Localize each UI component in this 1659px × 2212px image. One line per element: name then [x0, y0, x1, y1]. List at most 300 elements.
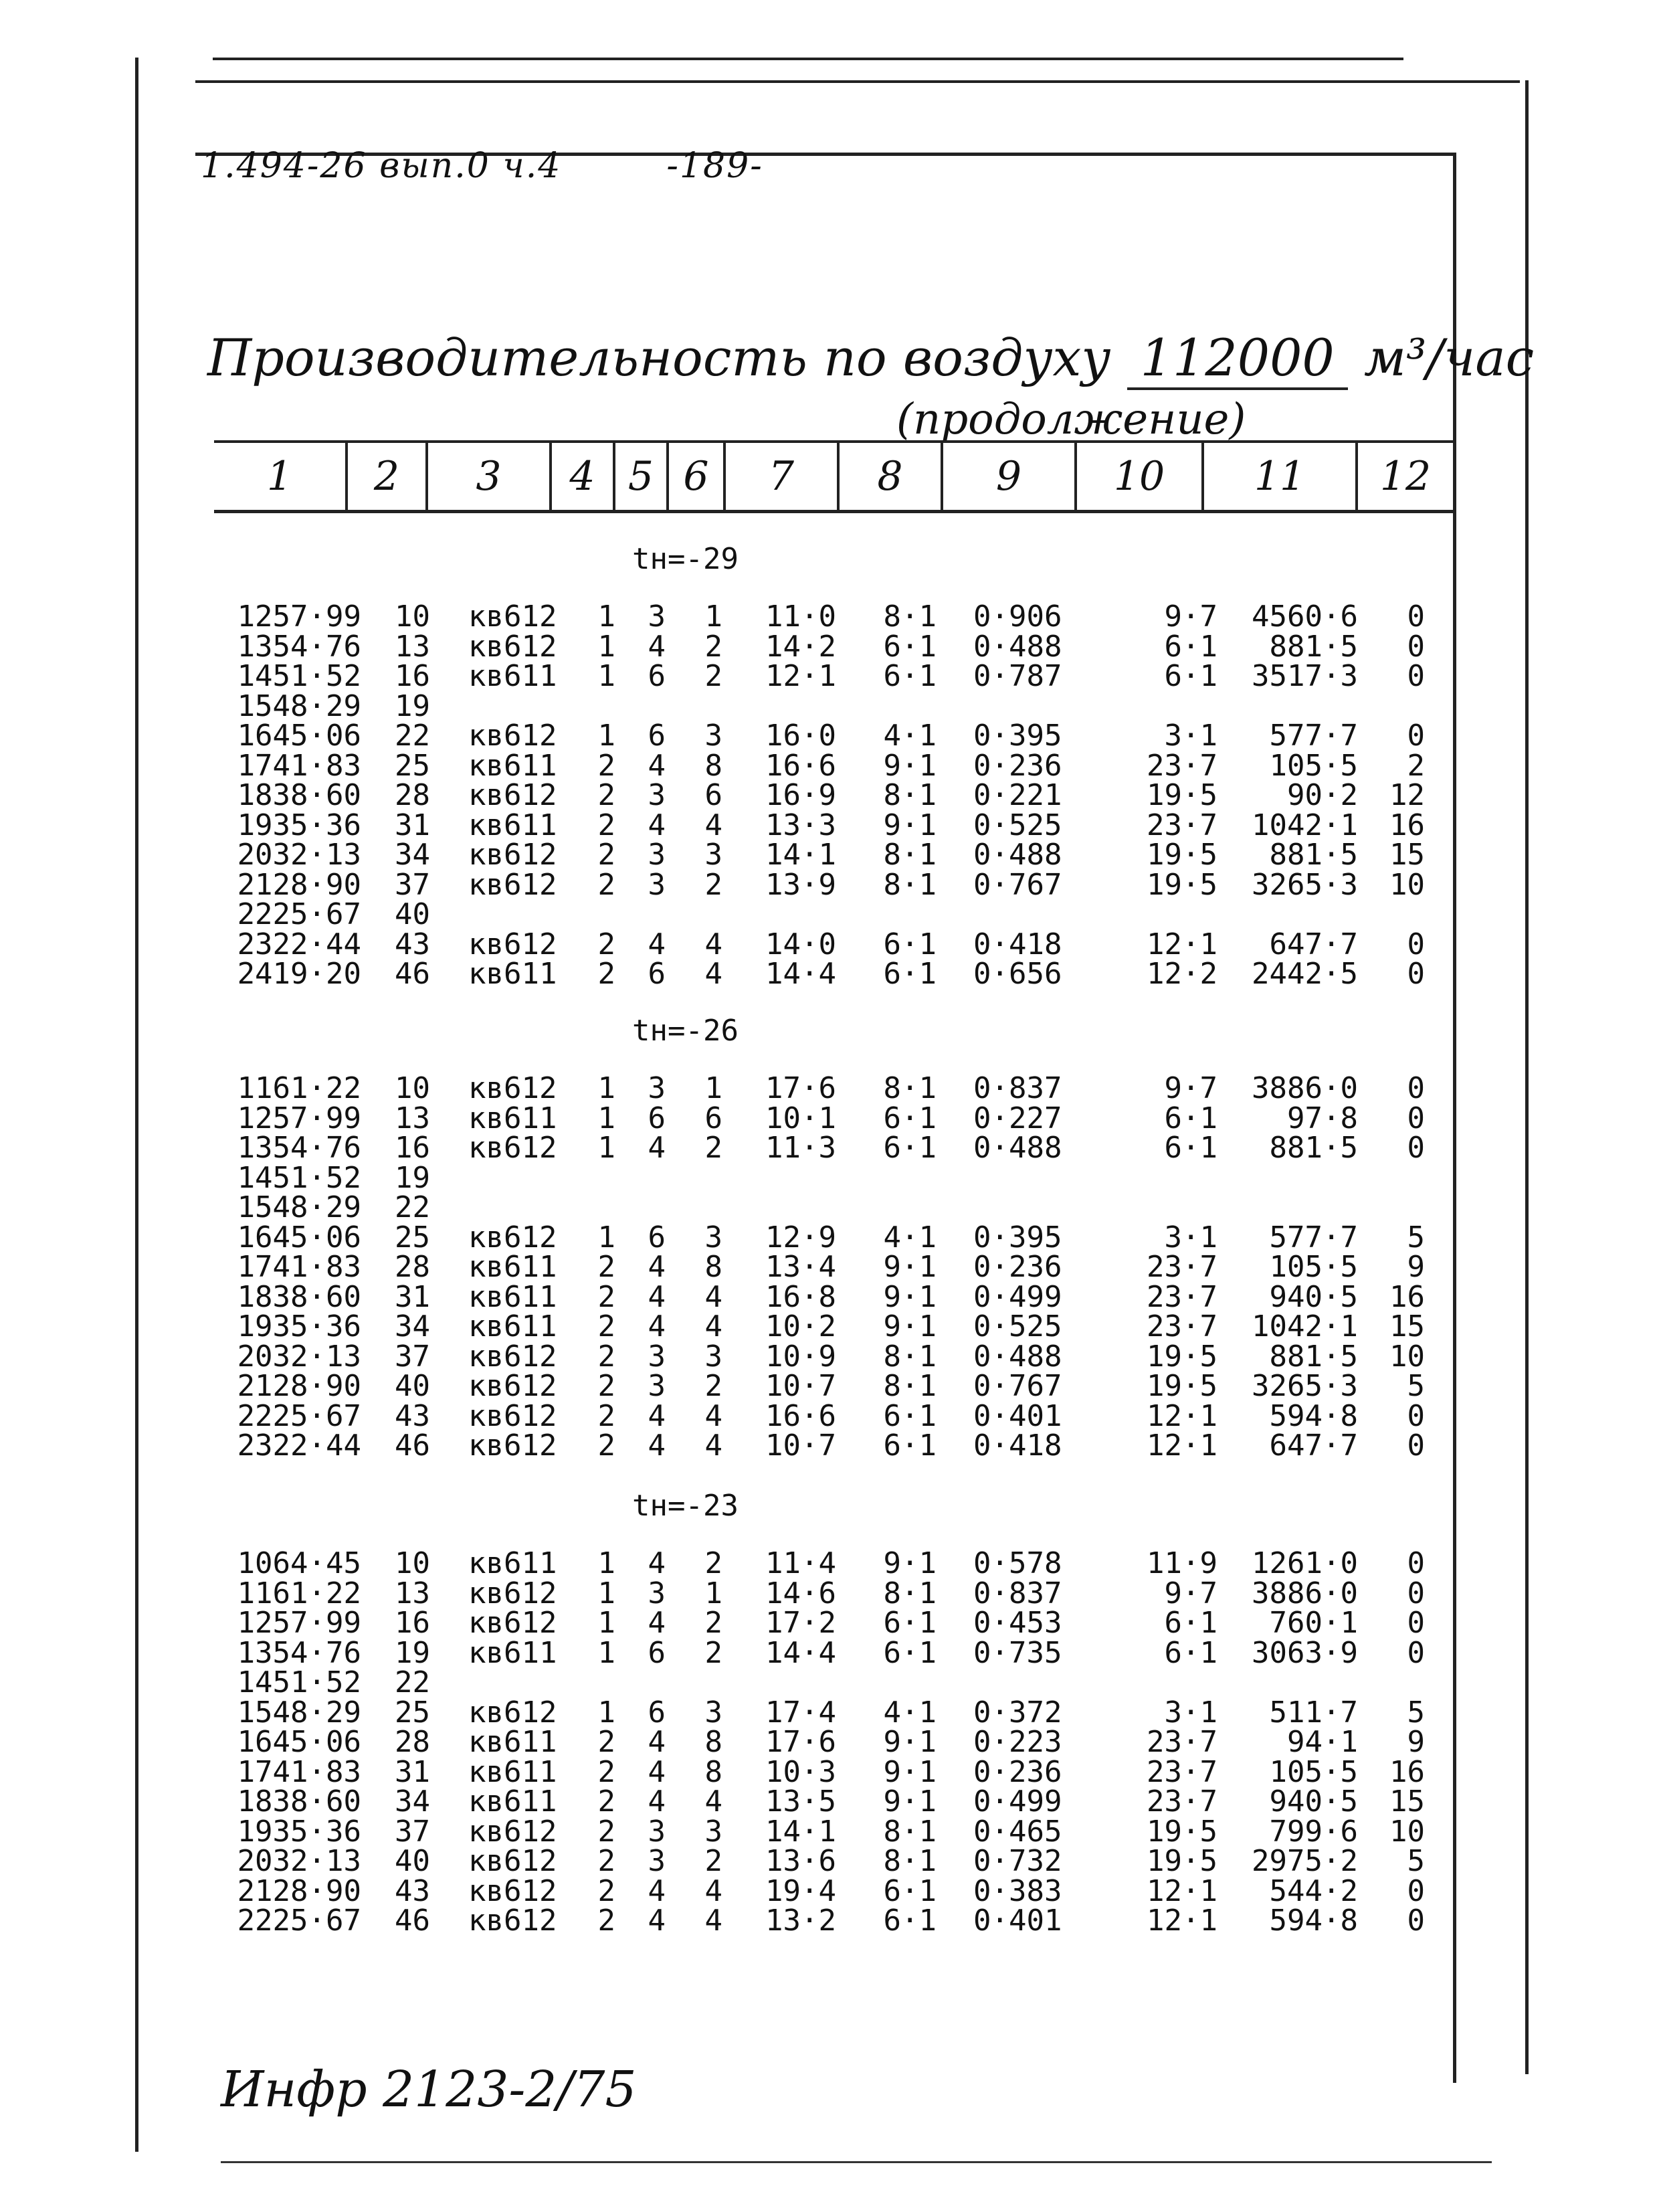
table-cell-col5: 4: [648, 1784, 666, 1819]
table-cell-col6: 2: [704, 1606, 722, 1640]
table-cell-col3: кв612: [468, 1844, 557, 1878]
table-cell-col4: 2: [597, 838, 615, 872]
table-cell-col12: 0: [1407, 1398, 1425, 1433]
table-cell-col9: 0·223: [973, 1725, 1062, 1759]
table-cell-col7: 11·0: [765, 600, 836, 634]
table-cell-col9: 0·488: [973, 1131, 1062, 1165]
table-cell-col7: 10·3: [765, 1754, 836, 1789]
table-cell-col7: 11·3: [765, 1131, 836, 1165]
table-cell-col12: 0: [1407, 1428, 1425, 1463]
table-cell-col2: 25: [395, 1220, 430, 1255]
table-cell-col1: 2128·90: [237, 1873, 361, 1908]
table-cell-col10: 19·5: [1147, 1369, 1217, 1403]
table-cell-col9: 0·236: [973, 1250, 1062, 1284]
table-cell-col3: кв612: [468, 1428, 557, 1463]
table-cell-col3: кв612: [468, 629, 557, 664]
table-cell-col11: 97·8: [1287, 1101, 1358, 1135]
table-cell-col9: 0·372: [973, 1695, 1062, 1730]
table-cell-col7: 13·9: [765, 867, 836, 902]
table-cell-col11: 105·5: [1269, 1250, 1358, 1284]
table-cell-col2: 43: [395, 1873, 430, 1908]
table-cell-col4: 1: [597, 1220, 615, 1255]
table-cell-col12: 0: [1407, 719, 1425, 753]
section-label: tн=-29: [632, 542, 739, 576]
table-cell-col1: 2032·13: [237, 1339, 361, 1374]
table-cell-col4: 1: [597, 719, 615, 753]
table-cell-col6: 3: [704, 1814, 722, 1849]
table-cell-col3: кв611: [468, 1250, 557, 1284]
title-unit: м³/час: [1363, 328, 1535, 387]
table-cell-col1: 1935·36: [237, 1309, 361, 1344]
table-cell-col1: 1935·36: [237, 1814, 361, 1849]
table-cell-col12: 10: [1389, 1814, 1425, 1849]
table-cell-col1: 2032·13: [237, 1844, 361, 1878]
table-cell-col5: 4: [648, 1725, 666, 1759]
table-cell-col4: 2: [597, 1725, 615, 1759]
table-cell-col7: 17·2: [765, 1606, 836, 1640]
table-cell-col2: 37: [395, 1814, 430, 1849]
table-cell-col4: 2: [597, 1369, 615, 1403]
table-cell-col6: 2: [704, 659, 722, 693]
table-cell-col6: 8: [704, 1725, 722, 1759]
table-cell-col1: 2225·67: [237, 1904, 361, 1938]
table-cell-col12: 10: [1389, 1339, 1425, 1374]
table-cell-col11: 577·7: [1269, 1220, 1358, 1255]
table-cell-col6: 3: [704, 1695, 722, 1730]
table-cell-col1: 1741·83: [237, 1754, 361, 1789]
table-cell-col10: 6·1: [1164, 629, 1217, 664]
table-cell-col2: 31: [395, 1279, 430, 1314]
table-cell-col11: 94·1: [1287, 1725, 1358, 1759]
table-cell-col1: 1354·76: [237, 1635, 361, 1670]
table-cell-col2: 28: [395, 1250, 430, 1284]
table-cell-col3: кв612: [468, 1220, 557, 1255]
table-cell-col10: 12·1: [1147, 1873, 1217, 1908]
table-cell-col8: 8·1: [883, 1844, 937, 1878]
table-cell-col4: 1: [597, 1606, 615, 1640]
table-cell-col4: 1: [597, 659, 615, 693]
table-cell-col10: 9·7: [1164, 600, 1217, 634]
table-cell-col8: 8·1: [883, 600, 937, 634]
table-cell-col12: 15: [1389, 1784, 1425, 1819]
table-cell-col11: 2442·5: [1252, 957, 1358, 991]
top-edge-line: [213, 58, 1403, 60]
table-cell-col3: кв612: [468, 1814, 557, 1849]
title-prefix: Производительность по воздуху: [207, 328, 1111, 387]
table-cell-col4: 2: [597, 1784, 615, 1819]
table-cell-col2: 13: [395, 629, 430, 664]
table-cell-col11: 4560·6: [1252, 600, 1358, 634]
table-cell-col1: 2225·67: [237, 1398, 361, 1433]
table-cell-col1: 1451·52: [237, 1665, 361, 1699]
table-cell-col6: 1: [704, 1071, 722, 1105]
column-header-11: 11: [1204, 443, 1358, 510]
table-cell-col12: 16: [1389, 808, 1425, 842]
table-cell-col3: кв612: [468, 1904, 557, 1938]
table-cell-col7: 16·8: [765, 1279, 836, 1314]
table-cell-col6: 2: [704, 1546, 722, 1580]
table-cell-col2: 22: [395, 1190, 430, 1224]
table-cell-col4: 2: [597, 778, 615, 812]
table-cell-col8: 6·1: [883, 1606, 937, 1640]
table-cell-col6: 2: [704, 1844, 722, 1878]
table-cell-col2: 16: [395, 1131, 430, 1165]
table-cell-col2: 40: [395, 897, 430, 931]
table-cell-col11: 594·8: [1269, 1398, 1358, 1433]
table-cell-col7: 10·9: [765, 1339, 836, 1374]
table-cell-col5: 4: [648, 1131, 666, 1165]
table-cell-col12: 5: [1407, 1220, 1425, 1255]
column-header-3: 3: [428, 443, 552, 510]
table-cell-col12: 5: [1407, 1844, 1425, 1878]
table-cell-col2: 46: [395, 957, 430, 991]
page-title: [207, 328, 1534, 390]
table-cell-col8: 8·1: [883, 838, 937, 872]
table-cell-col6: 6: [704, 1101, 722, 1135]
table-cell-col7: 10·2: [765, 1309, 836, 1344]
table-cell-col1: 2128·90: [237, 867, 361, 902]
table-cell-col1: 1935·36: [237, 808, 361, 842]
table-cell-col3: кв611: [468, 1309, 557, 1344]
table-cell-col3: кв612: [468, 1398, 557, 1433]
table-cell-col5: 3: [648, 1576, 666, 1610]
table-cell-col11: 3265·3: [1252, 867, 1358, 902]
table-cell-col1: 2032·13: [237, 838, 361, 872]
table-cell-col11: 760·1: [1269, 1606, 1358, 1640]
table-cell-col3: кв612: [468, 778, 557, 812]
table-cell-col11: 3517·3: [1252, 659, 1358, 693]
table-cell-col11: 881·5: [1269, 1339, 1358, 1374]
table-cell-col3: кв612: [468, 600, 557, 634]
table-cell-col2: 19: [395, 1635, 430, 1670]
table-cell-col1: 1741·83: [237, 748, 361, 783]
table-cell-col9: 0·395: [973, 719, 1062, 753]
column-header-1: 1: [214, 443, 348, 510]
table-cell-col4: 2: [597, 1309, 615, 1344]
table-cell-col9: 0·767: [973, 867, 1062, 902]
table-cell-col7: 10·7: [765, 1428, 836, 1463]
column-header-2: 2: [348, 443, 428, 510]
table-cell-col4: 2: [597, 1428, 615, 1463]
table-cell-col3: кв611: [468, 1101, 557, 1135]
table-cell-col3: кв612: [468, 1339, 557, 1374]
table-cell-col3: кв612: [468, 719, 557, 753]
table-cell-col9: 0·787: [973, 659, 1062, 693]
table-cell-col7: 17·6: [765, 1725, 836, 1759]
table-cell-col7: 10·7: [765, 1369, 836, 1403]
table-cell-col11: 1261·0: [1252, 1546, 1358, 1580]
table-cell-col5: 4: [648, 1309, 666, 1344]
table-cell-col2: 10: [395, 1546, 430, 1580]
table-cell-col5: 6: [648, 1220, 666, 1255]
table-cell-col7: 14·0: [765, 927, 836, 961]
table-cell-col10: 23·7: [1147, 1725, 1217, 1759]
table-cell-col5: 3: [648, 1339, 666, 1374]
page-subtitle: (продолжение): [896, 395, 1246, 444]
table-cell-col9: 0·418: [973, 1428, 1062, 1463]
footer-code: Инфр 2123-2/75: [221, 2061, 637, 2118]
table-cell-col2: 16: [395, 1606, 430, 1640]
table-cell-col8: 8·1: [883, 1339, 937, 1374]
table-cell-col7: 13·3: [765, 808, 836, 842]
table-cell-col5: 4: [648, 1904, 666, 1938]
table-cell-col1: 1548·29: [237, 1190, 361, 1224]
table-cell-col6: 4: [704, 1873, 722, 1908]
table-cell-col7: 16·9: [765, 778, 836, 812]
table-cell-col6: 3: [704, 1220, 722, 1255]
table-cell-col2: 46: [395, 1428, 430, 1463]
table-cell-col9: 0·465: [973, 1814, 1062, 1849]
table-cell-col4: 2: [597, 1754, 615, 1789]
table-cell-col3: кв612: [468, 1131, 557, 1165]
table-cell-col8: 9·1: [883, 748, 937, 783]
table-cell-col4: 1: [597, 1546, 615, 1580]
table-cell-col2: 34: [395, 1309, 430, 1344]
table-cell-col2: 25: [395, 1695, 430, 1730]
table-cell-col8: 6·1: [883, 1873, 937, 1908]
table-cell-col2: 28: [395, 778, 430, 812]
table-cell-col1: 1645·06: [237, 1220, 361, 1255]
table-cell-col10: 23·7: [1147, 1279, 1217, 1314]
column-header-10: 10: [1077, 443, 1204, 510]
table-cell-col2: 10: [395, 1071, 430, 1105]
table-cell-col5: 4: [648, 1754, 666, 1789]
table-cell-col5: 3: [648, 1814, 666, 1849]
table-cell-col5: 6: [648, 659, 666, 693]
table-cell-col6: 6: [704, 778, 722, 812]
table-cell-col4: 1: [597, 1576, 615, 1610]
table-cell-col10: 23·7: [1147, 1784, 1217, 1819]
table-cell-col2: 34: [395, 838, 430, 872]
table-cell-col10: 12·1: [1147, 1398, 1217, 1433]
table-cell-col2: 19: [395, 688, 430, 723]
table-cell-col7: 14·1: [765, 838, 836, 872]
table-cell-col12: 16: [1389, 1279, 1425, 1314]
table-cell-col7: 16·6: [765, 1398, 836, 1433]
table-cell-col11: 940·5: [1269, 1784, 1358, 1819]
table-cell-col12: 16: [1389, 1754, 1425, 1789]
table-cell-col1: 1838·60: [237, 778, 361, 812]
table-cell-col10: 3·1: [1164, 1220, 1217, 1255]
table-cell-col8: 9·1: [883, 1279, 937, 1314]
table-cell-col8: 6·1: [883, 957, 937, 991]
table-cell-col5: 4: [648, 1606, 666, 1640]
table-cell-col12: 5: [1407, 1695, 1425, 1730]
table-cell-col6: 3: [704, 1339, 722, 1374]
table-cell-col10: 19·5: [1147, 1814, 1217, 1849]
table-cell-col2: 34: [395, 1784, 430, 1819]
table-cell-col5: 4: [648, 1428, 666, 1463]
table-cell-col7: 13·4: [765, 1250, 836, 1284]
table-cell-col7: 13·5: [765, 1784, 836, 1819]
table-cell-col11: 105·5: [1269, 748, 1358, 783]
table-cell-col1: 1548·29: [237, 1695, 361, 1730]
table-cell-col12: 5: [1407, 1369, 1425, 1403]
table-cell-col6: 1: [704, 1576, 722, 1610]
table-cell-col8: 6·1: [883, 927, 937, 961]
table-cell-col9: 0·383: [973, 1873, 1062, 1908]
table-cell-col2: 46: [395, 1904, 430, 1938]
table-cell-col9: 0·525: [973, 1309, 1062, 1344]
table-cell-col2: 22: [395, 1665, 430, 1699]
table-cell-col4: 2: [597, 1844, 615, 1878]
table-cell-col12: 0: [1407, 957, 1425, 991]
table-cell-col8: 4·1: [883, 1220, 937, 1255]
table-cell-col3: кв611: [468, 1279, 557, 1314]
table-cell-col3: кв612: [468, 1576, 557, 1610]
table-cell-col6: 3: [704, 719, 722, 753]
table-cell-col12: 0: [1407, 927, 1425, 961]
table-cell-col9: 0·236: [973, 748, 1062, 783]
table-cell-col10: 12·1: [1147, 927, 1217, 961]
table-cell-col12: 0: [1407, 1904, 1425, 1938]
table-cell-col8: 6·1: [883, 1904, 937, 1938]
table-cell-col9: 0·401: [973, 1398, 1062, 1433]
page-reference: 1.494-26 вып.0 ч.4: [201, 146, 562, 186]
table-cell-col2: 13: [395, 1576, 430, 1610]
table-cell-col6: 2: [704, 629, 722, 664]
table-cell-col3: кв611: [468, 808, 557, 842]
table-cell-col3: кв612: [468, 1071, 557, 1105]
table-cell-col8: 6·1: [883, 1131, 937, 1165]
table-cell-col8: 6·1: [883, 1398, 937, 1433]
table-cell-col5: 4: [648, 1279, 666, 1314]
table-cell-col11: 3265·3: [1252, 1369, 1358, 1403]
table-cell-col11: 544·2: [1269, 1873, 1358, 1908]
table-cell-col4: 2: [597, 1398, 615, 1433]
table-cell-col3: кв612: [468, 867, 557, 902]
table-cell-col12: 0: [1407, 1546, 1425, 1580]
table-cell-col7: 14·4: [765, 957, 836, 991]
table-cell-col1: 2128·90: [237, 1369, 361, 1403]
table-cell-col10: 6·1: [1164, 1606, 1217, 1640]
table-cell-col10: 19·5: [1147, 867, 1217, 902]
table-cell-col3: кв611: [468, 1725, 557, 1759]
table-cell-col3: кв611: [468, 659, 557, 693]
table-cell-col8: 8·1: [883, 1071, 937, 1105]
table-cell-col6: 4: [704, 1309, 722, 1344]
table-cell-col9: 0·418: [973, 927, 1062, 961]
table-cell-col9: 0·837: [973, 1576, 1062, 1610]
table-cell-col2: 28: [395, 1725, 430, 1759]
table-cell-col4: 2: [597, 808, 615, 842]
table-cell-col4: 1: [597, 1635, 615, 1670]
table-cell-col11: 577·7: [1269, 719, 1358, 753]
table-cell-col11: 799·6: [1269, 1814, 1358, 1849]
table-cell-col9: 0·227: [973, 1101, 1062, 1135]
table-cell-col6: 8: [704, 1754, 722, 1789]
table-cell-col9: 0·395: [973, 1220, 1062, 1255]
table-cell-col10: 6·1: [1164, 659, 1217, 693]
table-cell-col4: 2: [597, 1339, 615, 1374]
table-cell-col10: 6·1: [1164, 1101, 1217, 1135]
table-cell-col5: 6: [648, 1101, 666, 1135]
table-cell-col5: 6: [648, 719, 666, 753]
table-cell-col4: 1: [597, 629, 615, 664]
table-cell-col2: 13: [395, 1101, 430, 1135]
table-cell-col1: 1354·76: [237, 1131, 361, 1165]
table-cell-col11: 647·7: [1269, 927, 1358, 961]
table-cell-col8: 9·1: [883, 1309, 937, 1344]
table-cell-col10: 12·1: [1147, 1428, 1217, 1463]
table-cell-col1: 1645·06: [237, 719, 361, 753]
table-cell-col4: 1: [597, 1071, 615, 1105]
table-cell-col1: 1451·52: [237, 659, 361, 693]
table-cell-col6: 4: [704, 1904, 722, 1938]
table-cell-col3: кв612: [468, 927, 557, 961]
table-cell-col12: 0: [1407, 1071, 1425, 1105]
table-cell-col11: 2975·2: [1252, 1844, 1358, 1878]
table-cell-col8: 6·1: [883, 1101, 937, 1135]
table-cell-col10: 23·7: [1147, 808, 1217, 842]
table-cell-col1: 2419·20: [237, 957, 361, 991]
table-cell-col1: 1161·22: [237, 1576, 361, 1610]
table-cell-col2: 31: [395, 1754, 430, 1789]
table-cell-col1: 1645·06: [237, 1725, 361, 1759]
table-cell-col10: 6·1: [1164, 1131, 1217, 1165]
table-cell-col7: 17·6: [765, 1071, 836, 1105]
title-value: 112000: [1127, 328, 1348, 390]
table-cell-col4: 2: [597, 1904, 615, 1938]
table-cell-col11: 90·2: [1287, 778, 1358, 812]
table-cell-col12: 0: [1407, 600, 1425, 634]
table-cell-col2: 31: [395, 808, 430, 842]
table-cell-col1: 1257·99: [237, 1101, 361, 1135]
table-cell-col9: 0·525: [973, 808, 1062, 842]
table-cell-col11: 881·5: [1269, 629, 1358, 664]
table-cell-col6: 8: [704, 1250, 722, 1284]
page-number: -189-: [666, 146, 763, 186]
table-cell-col3: кв611: [468, 748, 557, 783]
table-cell-col10: 11·9: [1147, 1546, 1217, 1580]
table-cell-col10: 3·1: [1164, 719, 1217, 753]
table-cell-col3: кв611: [468, 1635, 557, 1670]
table-cell-col8: 9·1: [883, 1725, 937, 1759]
table-cell-col7: 11·4: [765, 1546, 836, 1580]
table-cell-col2: 19: [395, 1160, 430, 1195]
table-cell-col9: 0·488: [973, 629, 1062, 664]
table-cell-col9: 0·837: [973, 1071, 1062, 1105]
table-cell-col6: 1: [704, 600, 722, 634]
table-cell-col5: 3: [648, 1369, 666, 1403]
column-header-5: 5: [615, 443, 669, 510]
table-cell-col3: кв611: [468, 1784, 557, 1819]
table-cell-col1: 1741·83: [237, 1250, 361, 1284]
table-cell-col2: 43: [395, 927, 430, 961]
table-cell-col11: 3063·9: [1252, 1635, 1358, 1670]
table-cell-col7: 17·4: [765, 1695, 836, 1730]
table-cell-col2: 37: [395, 867, 430, 902]
table-cell-col5: 6: [648, 957, 666, 991]
bottom-line: [221, 2161, 1492, 2163]
table-cell-col5: 4: [648, 1873, 666, 1908]
table-cell-col4: 1: [597, 1695, 615, 1730]
table-cell-col11: 511·7: [1269, 1695, 1358, 1730]
table-cell-col6: 4: [704, 1398, 722, 1433]
table-cell-col12: 10: [1389, 867, 1425, 902]
table-cell-col8: 9·1: [883, 1546, 937, 1580]
column-header-9: 9: [943, 443, 1077, 510]
table-cell-col10: 19·5: [1147, 778, 1217, 812]
table-cell-col1: 1161·22: [237, 1071, 361, 1105]
table-cell-col3: кв612: [468, 1606, 557, 1640]
table-cell-col9: 0·499: [973, 1279, 1062, 1314]
table-cell-col11: 647·7: [1269, 1428, 1358, 1463]
table-cell-col2: 22: [395, 719, 430, 753]
table-cell-col4: 2: [597, 1279, 615, 1314]
table-cell-col10: 6·1: [1164, 1635, 1217, 1670]
table-cell-col12: 0: [1407, 629, 1425, 664]
